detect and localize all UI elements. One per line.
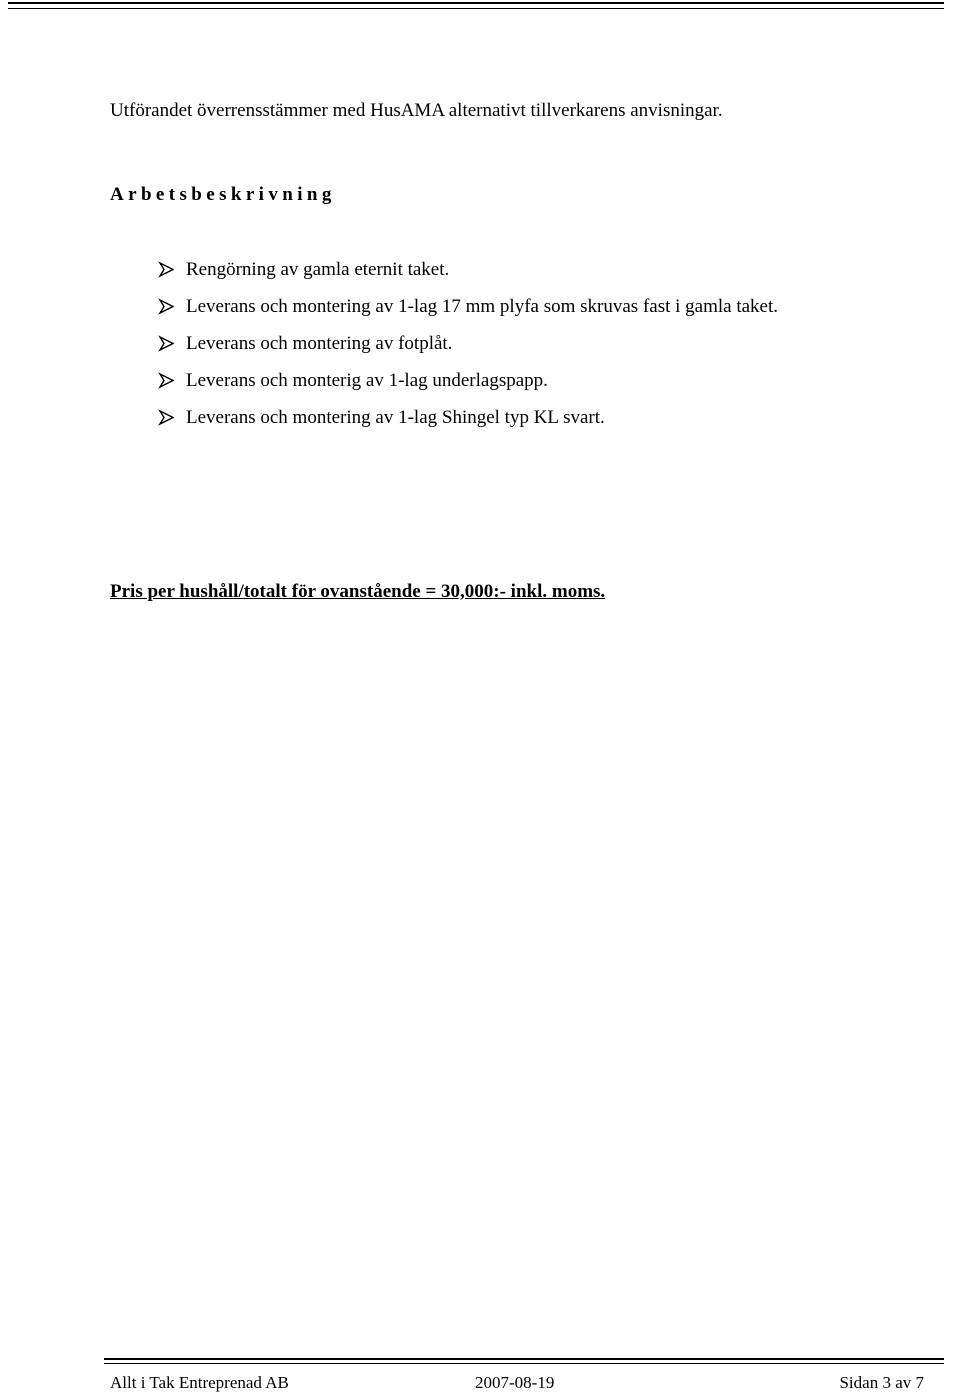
section-heading: Arbetsbeskrivning	[110, 184, 336, 205]
footer-date: 2007-08-19	[475, 1373, 555, 1392]
header-rule-bottom	[8, 8, 944, 9]
arrowhead-bullet-icon	[158, 368, 176, 392]
footer-rule-bottom	[104, 1363, 944, 1364]
arrowhead-bullet-icon	[158, 405, 176, 429]
page-footer	[110, 1372, 924, 1394]
price-line	[110, 580, 605, 604]
intro-paragraph: Utförandet överrensstämmer med HusAMA alternativt tillverkarens anvisningar.	[110, 100, 723, 121]
list-item-text: Rengörning av gamla eternit taket.	[186, 258, 450, 280]
price-value: 30,000:- inkl. moms.	[441, 581, 606, 602]
header-rule-top	[8, 2, 944, 4]
list-item	[158, 405, 838, 455]
list-item-text: Leverans och montering av 1-lag Shingel typ KL svart.	[186, 406, 605, 428]
footer-page-number: Sidan 3 av 7	[839, 1373, 924, 1392]
list-item-text: Leverans och montering av fotplåt.	[186, 332, 453, 354]
list-item-text: Leverans och monterig av 1-lag underlagspapp.	[186, 369, 548, 391]
footer-company: Allt i Tak Entreprenad AB	[110, 1373, 289, 1392]
arrowhead-bullet-icon	[158, 331, 176, 355]
arrowhead-bullet-icon	[158, 294, 176, 318]
work-description-list	[158, 257, 838, 455]
arrowhead-bullet-icon	[158, 257, 176, 281]
price-label: Pris per hushåll/totalt för ovanstående =	[110, 581, 442, 602]
footer-rule-top	[104, 1358, 944, 1360]
list-item-text: Leverans och montering av 1-lag 17 mm plyfa som skruvas fast i gamla taket.	[186, 295, 779, 317]
